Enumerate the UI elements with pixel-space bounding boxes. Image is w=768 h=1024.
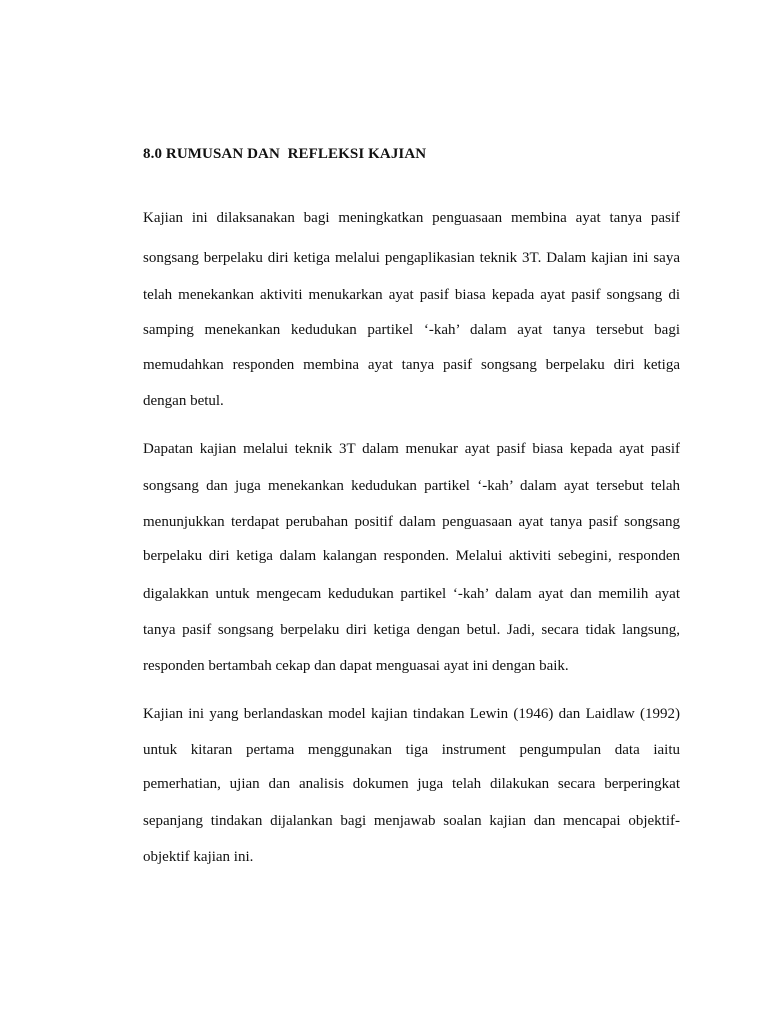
paragraph-1-line-2: songsang berpelaku diri ketiga melalui pengaplikasian teknik 3T. Dalam kajian ini saya <box>143 250 680 266</box>
paragraph-1-line-5: memudahkan responden membina ayat tanya pasif songsang berpelaku diri ketiga <box>143 357 680 373</box>
paragraph-2-line-4: berpelaku diri ketiga dalam kalangan responden. Melalui aktiviti sebegini, responden <box>143 548 680 564</box>
paragraph-3-line-4: sepanjang tindakan dijalankan bagi menjawab soalan kajian dan mencapai objektif- <box>143 813 680 829</box>
section-heading: 8.0 RUMUSAN DAN REFLEKSI KAJIAN <box>143 146 427 162</box>
paragraph-2-line-7: responden bertambah cekap dan dapat menguasai ayat ini dengan baik. <box>143 658 569 674</box>
paragraph-2-line-1: Dapatan kajian melalui teknik 3T dalam menukar ayat pasif biasa kepada ayat pasif <box>143 441 680 457</box>
paragraph-1-line-3: telah menekankan aktiviti menukarkan ayat pasif biasa kepada ayat pasif songsang di <box>143 287 680 303</box>
paragraph-1-line-1: Kajian ini dilaksanakan bagi meningkatkan penguasaan membina ayat tanya pasif <box>143 210 680 226</box>
paragraph-2-line-3: menunjukkan terdapat perubahan positif dalam penguasaan ayat tanya pasif songsang <box>143 514 680 530</box>
paragraph-2-line-2: songsang dan juga menekankan kedudukan partikel ‘-kah’ dalam ayat tersebut telah <box>143 478 680 494</box>
paragraph-3-line-3: pemerhatian, ujian dan analisis dokumen juga telah dilakukan secara berperingkat <box>143 776 680 792</box>
paragraph-3-line-5: objektif kajian ini. <box>143 849 254 865</box>
paragraph-1-line-6: dengan betul. <box>143 393 224 409</box>
paragraph-2-line-5: digalakkan untuk mengecam kedudukan partikel ‘-kah’ dalam ayat dan memilih ayat <box>143 586 680 602</box>
paragraph-3-line-2: untuk kitaran pertama menggunakan tiga instrument pengumpulan data iaitu <box>143 742 680 758</box>
paragraph-2-line-6: tanya pasif songsang berpelaku diri ketiga dengan betul. Jadi, secara tidak langsung, <box>143 622 680 638</box>
paragraph-3-line-1: Kajian ini yang berlandaskan model kajian tindakan Lewin (1946) dan Laidlaw (1992) <box>143 706 680 722</box>
paragraph-1-line-4: samping menekankan kedudukan partikel ‘-kah’ dalam ayat tanya tersebut bagi <box>143 322 680 338</box>
